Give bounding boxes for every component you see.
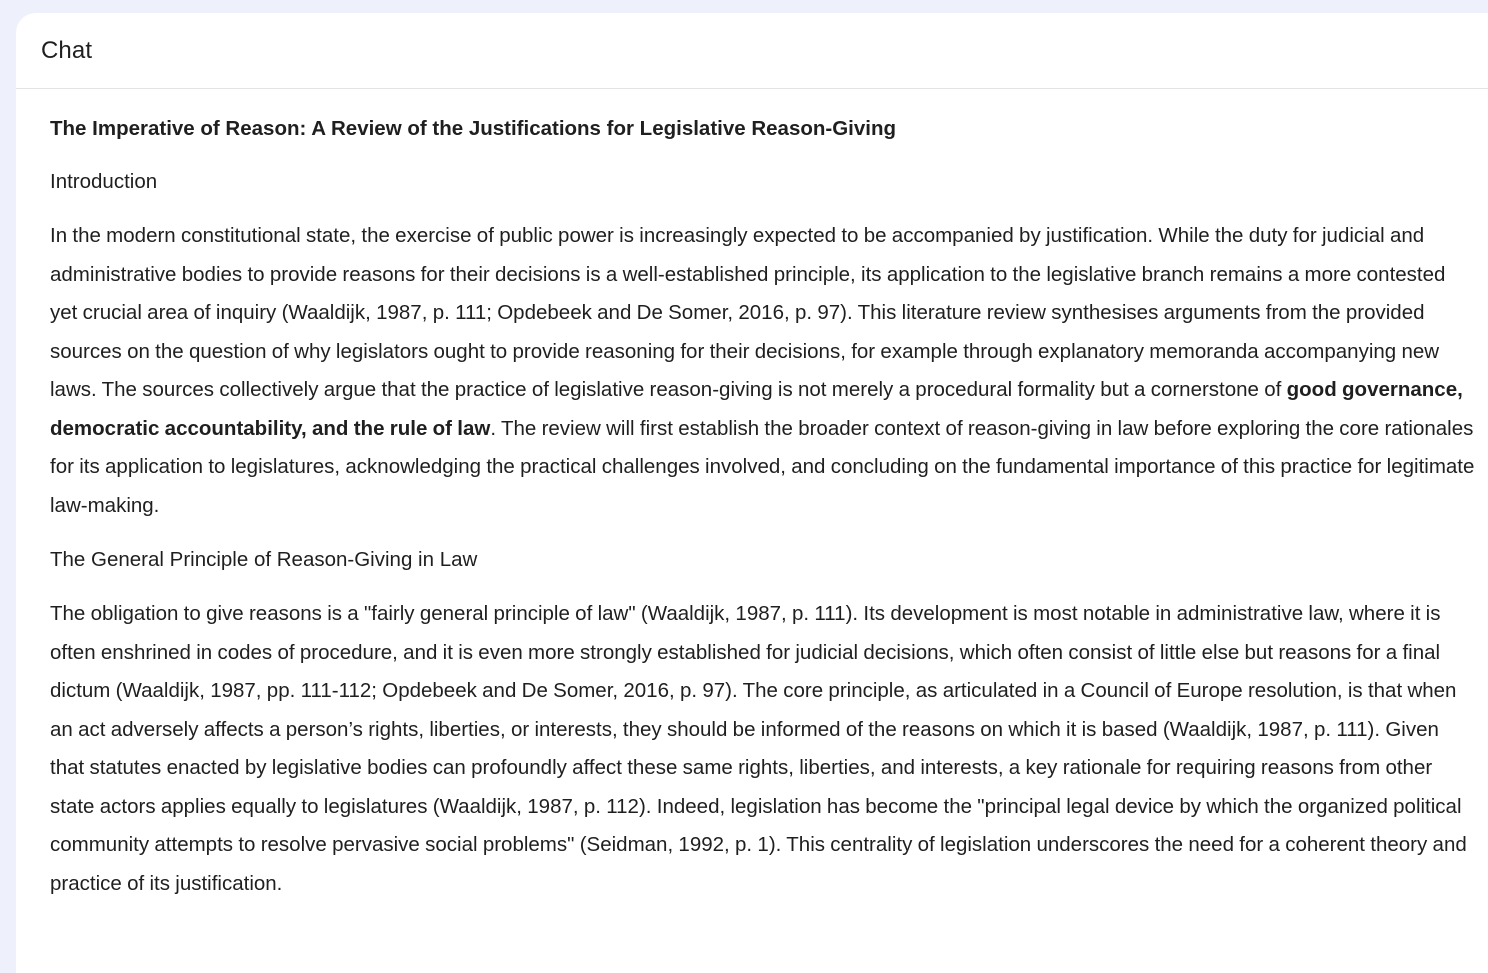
- section2-paragraph: The obligation to give reasons is a "fairly general principle of law" (Waaldijk, 1987, p. 111). Its development is most notable in administrative law, where it is often enshrined in codes of procedure, and it is even more strongly established for judicial decisions, which often consist of little else but reasons for a final dictum (Waaldijk, 1987, pp. 111-112; Opdebeek and De Somer, 2016, p. 97). The core principle, as articulated in a Council of Europe resolution, is that when an act adversely affects a person’s rights, liberties, or interests, they should be informed of the reasons on which it is based (Waaldijk, 1987, p. 111). Given that statutes enacted by legislative bodies can profoundly affect these same rights, liberties, and interests, a key rationale for requiring reasons from other state actors applies equally to legislatures (Waaldijk, 1987, p. 112). Indeed, legislation has become the "principal legal device by which the organized political community attempts to resolve pervasive social problems" (Seidman, 1992, p. 1). This centrality of legislation underscores the need for a coherent theory and practice of its justification.: [50, 602, 1467, 895]
- chat-header: [16, 13, 1488, 89]
- intro-heading: Introduction: [50, 170, 158, 193]
- document-title: The Imperative of Reason: A Review of the Justifications for Legislative Reason-Giving: [50, 117, 896, 140]
- chat-response: [16, 89, 1476, 903]
- intro-text-start: In the modern constitutional state, the exercise of public power is increasingly expected to be accompanied by justification. While the duty for judicial and administrative bodies to provide reasons for their decisions is a well-established principle, its application to the legislative branch remains a more contested yet crucial area of inquiry (Waaldijk, 1987, p. 111; Opdebeek and De Somer, 2016, p. 97). This literature review synthesises arguments from the provided sources on the question of why legislators ought to provide reasoning for their decisions, for example through explanatory memoranda accompanying new laws. The sources collectively argue that the practice of legislative reason-giving is not merely a procedural formality but a cornerstone of: [50, 224, 1446, 401]
- intro-text-end: . The review will first establish the broader context of reason-giving in law before exploring the core rationales for its application to legislatures, acknowledging the practical challenges involved, and concluding on the fundamental importance of this practice for legitimate law-making.: [50, 416, 1475, 517]
- chat-panel: [16, 13, 1488, 973]
- intro-paragraph: [50, 217, 1476, 525]
- intro-bold-text: good governance, democratic accountability, and the rule of law: [50, 378, 1463, 440]
- section2-heading: The General Principle of Reason-Giving in Law: [50, 548, 478, 571]
- chat-title: Chat: [41, 36, 93, 64]
